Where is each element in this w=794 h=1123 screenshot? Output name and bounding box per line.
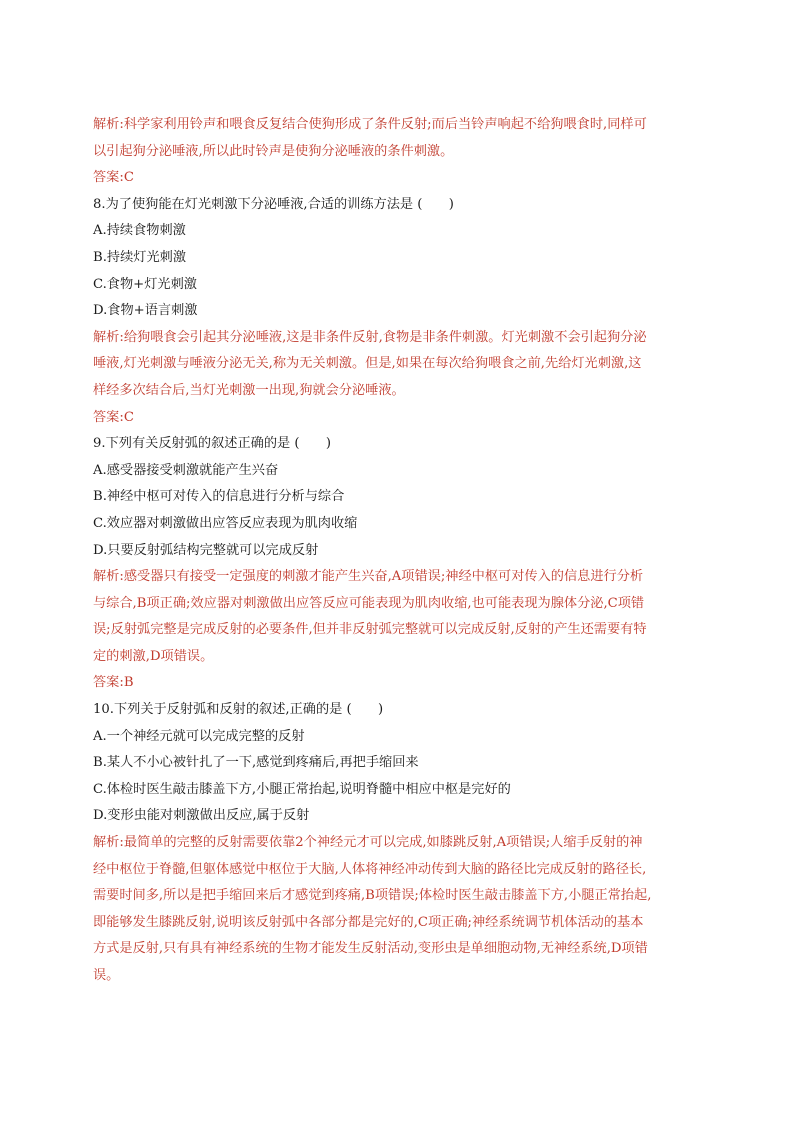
q10-option-d: D.变形虫能对刺激做出反应,属于反射 bbox=[93, 808, 310, 824]
q8-option-d: D.食物+语言刺激 bbox=[93, 303, 198, 319]
q9-stem: 9.下列有关反射弧的叙述正确的是 ( ) bbox=[93, 436, 332, 452]
question-10-block bbox=[93, 697, 701, 990]
q10-analysis-line-5: 方式是反射,只有具有神经系统的生物才能发生反射活动,变形虫是单细胞动物,无神经系统,D项错 bbox=[93, 941, 648, 957]
q8-answer: 答案:C bbox=[93, 409, 134, 425]
q8-analysis-line-1: 解析:给狗喂食会引起其分泌唾液,这是非条件反射,食物是非条件刺激。灯光刺激不会引起狗分泌 bbox=[93, 329, 647, 345]
q8-analysis-line-2: 唾液,灯光刺激与唾液分泌无关,称为无关刺激。但是,如果在每次给狗喂食之前,先给灯光刺激,这 bbox=[93, 356, 642, 372]
question-8-block bbox=[93, 192, 701, 431]
q9-answer: 答案:B bbox=[93, 675, 134, 691]
q9-option-b: B.神经中枢可对传入的信息进行分析与综合 bbox=[93, 489, 345, 505]
q9-option-c: C.效应器对刺激做出应答反应表现为肌肉收缩 bbox=[93, 515, 358, 531]
question-9-block bbox=[93, 431, 701, 697]
q9-analysis-line-2: 与综合,B项正确;效应器对刺激做出应答反应可能表现为肌肉收缩,也可能表现为腺体分泌,C项错 bbox=[93, 595, 645, 611]
q9-analysis-line-1: 解析:感受器只有接受一定强度的刺激才能产生兴奋,A项错误;神经中枢可对传入的信息进行分析 bbox=[93, 569, 644, 585]
q10-option-a: A.一个神经元就可以完成完整的反射 bbox=[93, 728, 305, 744]
q10-option-b: B.某人不小心被针扎了一下,感觉到疼痛后,再把手缩回来 bbox=[93, 755, 419, 771]
q8-stem: 8.为了使狗能在灯光刺激下分泌唾液,合适的训练方法是 ( ) bbox=[93, 196, 454, 212]
q7-analysis-line-2: 以引起狗分泌唾液,所以此时铃声是使狗分泌唾液的条件刺激。 bbox=[93, 143, 454, 159]
q9-option-a: A.感受器接受刺激就能产生兴奋 bbox=[93, 462, 279, 478]
q10-analysis-line-6: 误。 bbox=[93, 968, 120, 983]
q8-analysis-line-3: 样经多次结合后,当灯光刺激一出现,狗就会分泌唾液。 bbox=[93, 382, 405, 398]
q8-option-a: A.持续食物刺激 bbox=[93, 223, 186, 239]
q10-analysis-line-3: 需要时间多,所以是把手缩回来后才感觉到疼痛,B项错误;体检时医生敲击膝盖下方,小腿正常抬起, bbox=[93, 888, 652, 904]
q9-analysis-line-4: 定的刺激,D项错误。 bbox=[93, 648, 214, 664]
q10-analysis-line-4: 即能够发生膝跳反射,说明该反射弧中各部分都是完好的,C项正确;神经系统调节机体活动的基本 bbox=[93, 914, 644, 930]
q10-stem: 10.下列关于反射弧和反射的叙述,正确的是 ( ) bbox=[93, 702, 384, 718]
document-page bbox=[93, 112, 701, 990]
q8-option-c: C.食物+灯光刺激 bbox=[93, 276, 197, 292]
q10-analysis-line-2: 经中枢位于脊髓,但躯体感觉中枢位于大脑,人体将神经冲动传到大脑的路径比完成反射的路径长, bbox=[93, 861, 647, 877]
q10-analysis-line-1: 解析:最简单的完整的反射需要依靠2个神经元才可以完成,如膝跳反射,A项错误;人缩手反射的神 bbox=[93, 835, 643, 851]
q10-option-c: C.体检时医生敲击膝盖下方,小腿正常抬起,说明脊髓中相应中枢是完好的 bbox=[93, 781, 511, 797]
question-7-block bbox=[93, 112, 701, 192]
q9-option-d: D.只要反射弧结构完整就可以完成反射 bbox=[93, 542, 319, 558]
q7-analysis-line-1: 解析:科学家利用铃声和喂食反复结合使狗形成了条件反射;而后当铃声响起不给狗喂食时,同样可 bbox=[93, 117, 647, 132]
q8-option-b: B.持续灯光刺激 bbox=[93, 249, 187, 265]
q7-answer: 答案:C bbox=[93, 170, 134, 186]
q9-analysis-line-3: 误;反射弧完整是完成反射的必要条件,但并非反射弧完整就可以完成反射,反射的产生还需要有特 bbox=[93, 622, 647, 638]
